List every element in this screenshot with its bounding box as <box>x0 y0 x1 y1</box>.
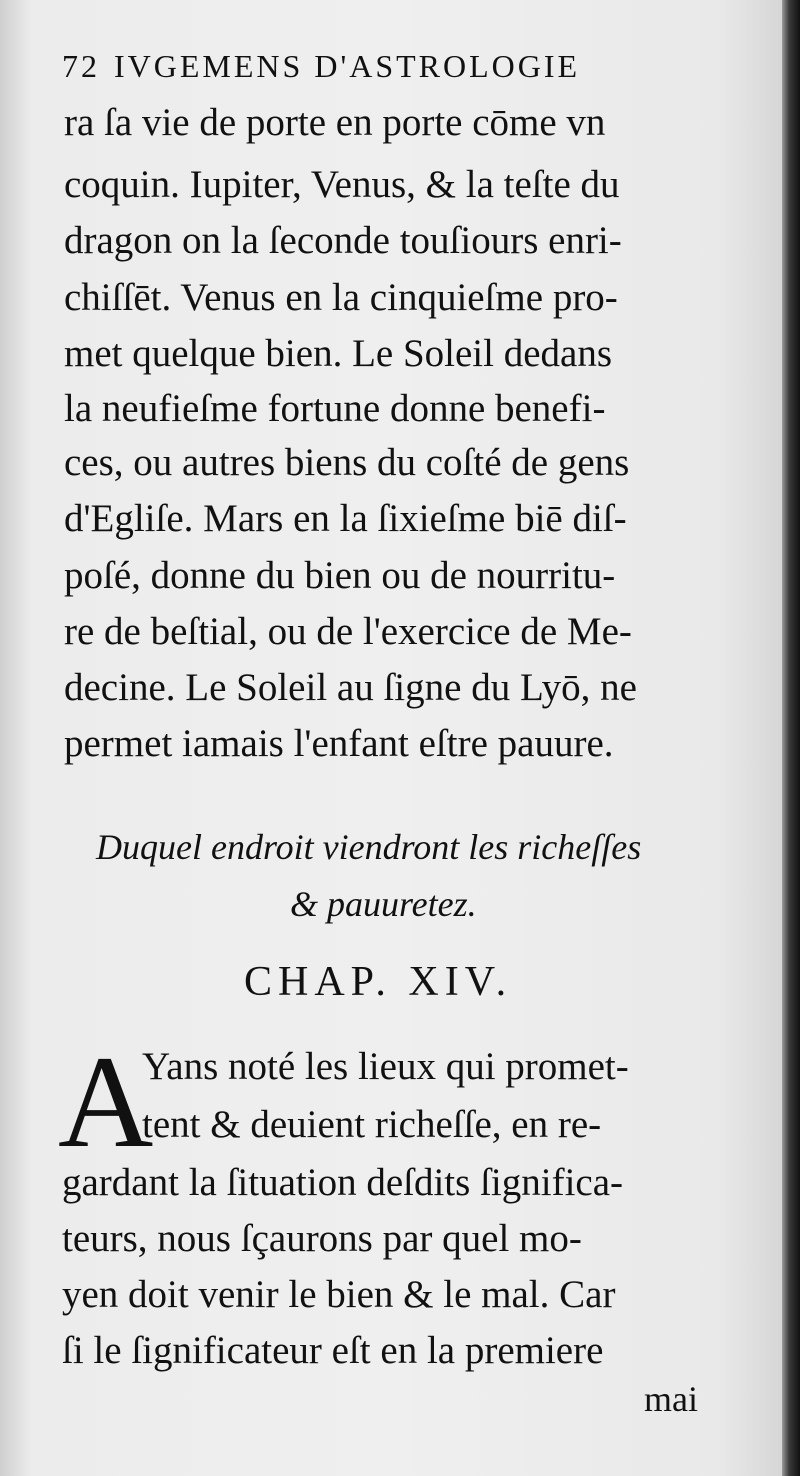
text-line: re de beſtial, ou de l'exercice de Me- <box>64 610 632 653</box>
section-heading-line-1: Duquel endroit viendront les richeſſes <box>96 827 642 867</box>
text-line: dragon on la ſeconde touſiours enri- <box>64 219 622 262</box>
text-line: la neufieſme fortune donne benefi- <box>64 387 606 430</box>
text-line: ces, ou autres biens du coſté de gens <box>64 441 630 484</box>
chapter-text-line: gardant la ſituation deſdits ſignifica- <box>62 1161 624 1204</box>
running-header <box>62 48 580 85</box>
text-line: ra ſa vie de porte en porte cōme vn <box>64 101 606 144</box>
page-edge <box>782 0 800 1476</box>
page-number: 72 <box>62 48 100 84</box>
text-line: coquin. Iupiter, Venus, & la teſte du <box>64 163 620 206</box>
text-line: permet iamais l'enfant eſtre pauure. <box>64 722 614 765</box>
chapter-text-line: Yans noté les lieux qui promet- <box>142 1045 629 1088</box>
chapter-text-line: ſi le ſignificateur eſt en la premiere <box>62 1329 604 1372</box>
chapter-text-line: tent & deuient richeſſe, en re- <box>142 1103 602 1146</box>
drop-cap: A <box>58 1028 154 1175</box>
text-line: met quelque bien. Le Soleil dedans <box>64 332 613 375</box>
running-title: IVGEMENS D'ASTROLOGIE <box>114 48 581 84</box>
text-line: chiſſēt. Venus en la cinquieſme pro- <box>64 276 618 319</box>
chapter-heading: CHAP. XIV. <box>244 959 513 1005</box>
section-heading-line-2: & pauuretez. <box>290 884 477 924</box>
text-line: d'Egliſe. Mars en la ſixieſme biē diſ- <box>64 497 627 540</box>
text-line: poſé, donne du bien ou de nourritu- <box>64 554 616 597</box>
text-line: decine. Le Soleil au ſigne du Lyō, ne <box>64 666 637 709</box>
catchword: mai <box>644 1379 698 1419</box>
chapter-text-line: teurs, nous ſçaurons par quel mo- <box>62 1217 582 1260</box>
chapter-text-line: yen doit venir le bien & le mal. Car <box>62 1273 616 1316</box>
